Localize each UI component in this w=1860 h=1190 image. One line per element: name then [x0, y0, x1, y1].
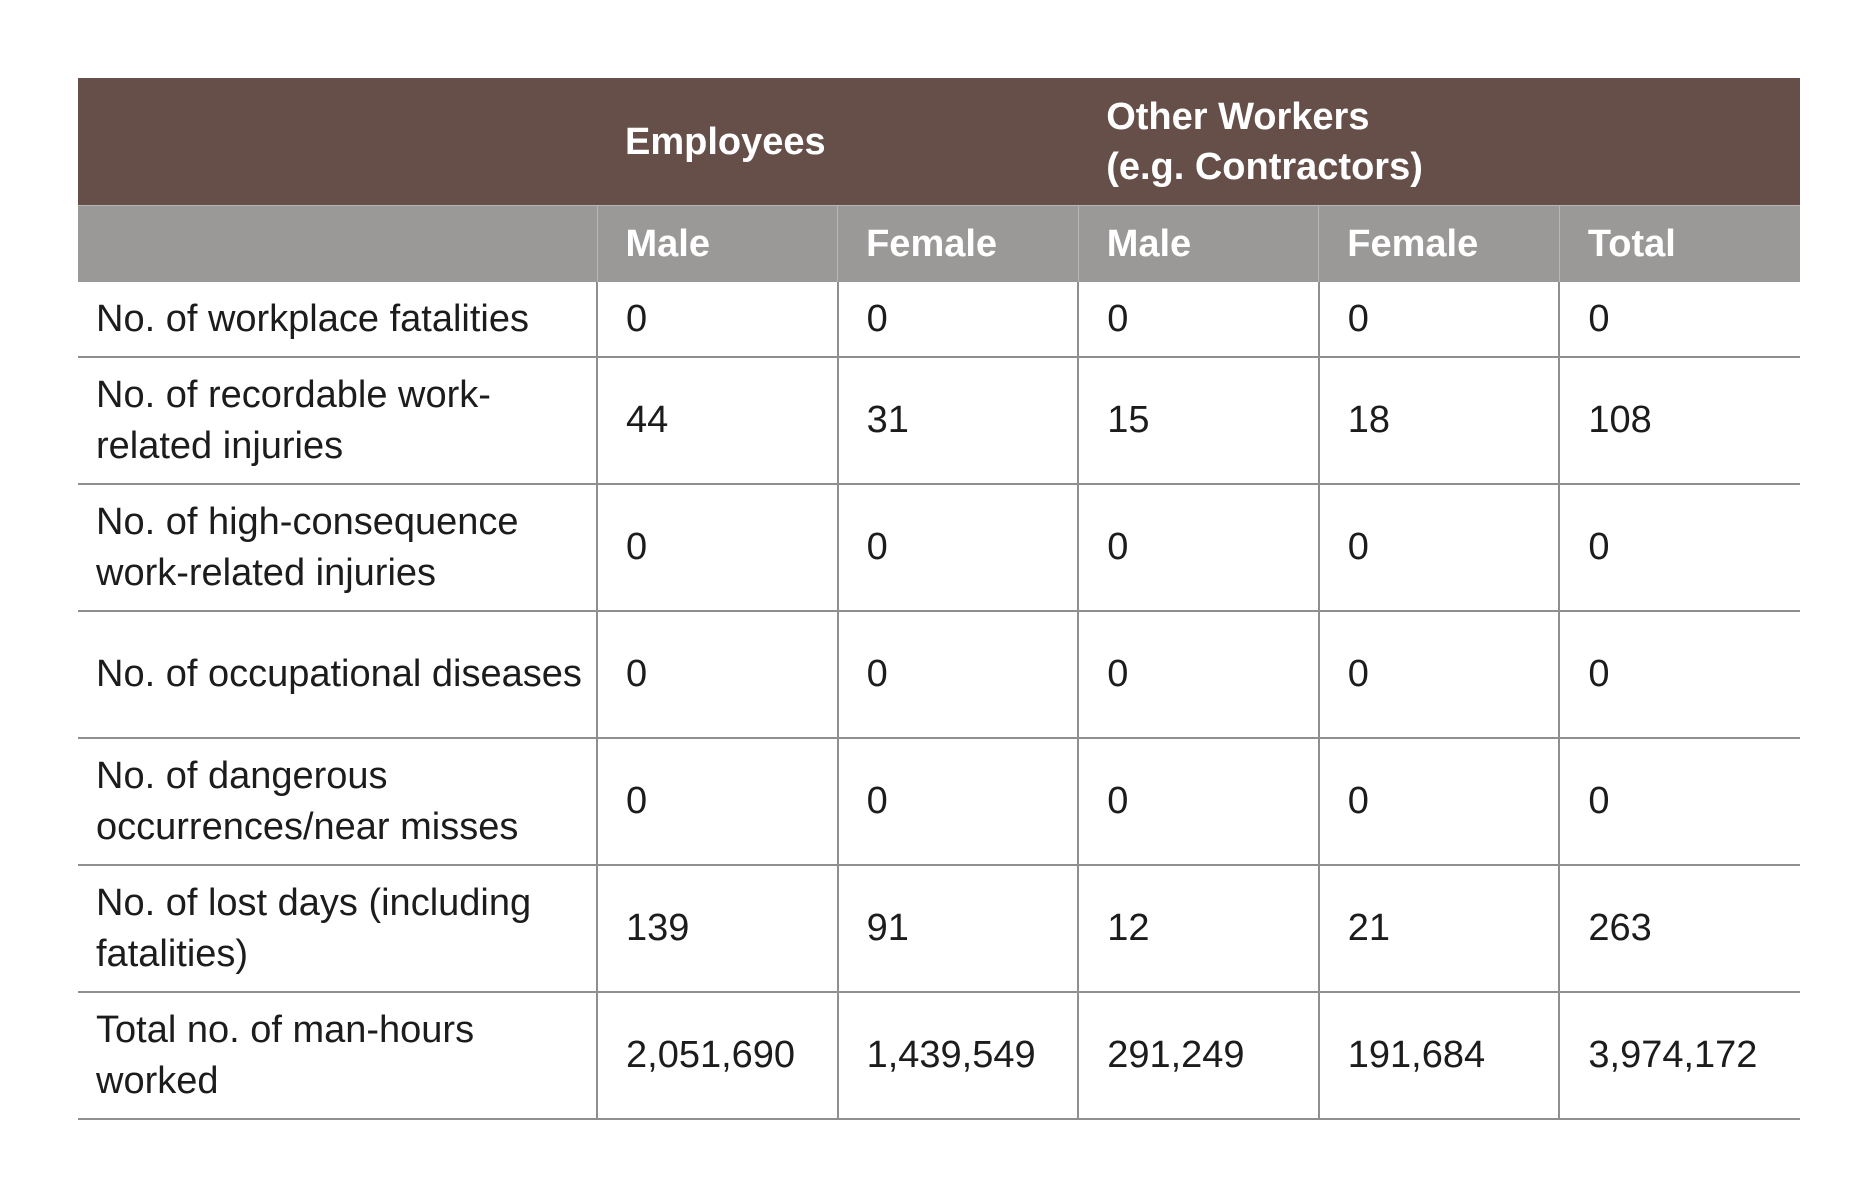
cell-employees-male: 0 — [597, 611, 838, 738]
cell-employees-female: 0 — [838, 282, 1079, 357]
cell-others-female: 0 — [1319, 282, 1560, 357]
cell-total: 0 — [1559, 282, 1800, 357]
cell-employees-male: 0 — [597, 282, 838, 357]
table-row — [78, 738, 1800, 865]
cell-employees-female: 31 — [838, 357, 1079, 484]
cell-employees-female: 0 — [838, 484, 1079, 611]
row-label: No. of recordable work-related injuries — [78, 357, 597, 484]
cell-total: 263 — [1559, 865, 1800, 992]
cell-total: 3,974,172 — [1559, 992, 1800, 1119]
cell-others-male: 0 — [1078, 282, 1319, 357]
table-row — [78, 865, 1800, 992]
group-header-row — [78, 78, 1800, 206]
row-label: No. of workplace fatalities — [78, 282, 597, 357]
row-label: No. of dangerous occurrences/near misses — [78, 738, 597, 865]
cell-others-female: 0 — [1319, 738, 1560, 865]
cell-total: 108 — [1559, 357, 1800, 484]
employees-label: Employees — [625, 120, 826, 163]
other-workers-sublabel: (e.g. Contractors) — [1106, 145, 1423, 188]
sub-header-others-male: Male — [1078, 206, 1319, 283]
table-row — [78, 282, 1800, 357]
cell-others-male: 12 — [1078, 865, 1319, 992]
cell-others-female: 0 — [1319, 484, 1560, 611]
sub-header-total: Total — [1559, 206, 1800, 283]
table-row — [78, 611, 1800, 738]
cell-others-male: 0 — [1078, 611, 1319, 738]
cell-employees-female: 91 — [838, 865, 1079, 992]
cell-employees-male: 139 — [597, 865, 838, 992]
cell-employees-male: 0 — [597, 738, 838, 865]
sub-header-employees-male: Male — [597, 206, 838, 283]
cell-employees-female: 0 — [838, 738, 1079, 865]
row-label: No. of lost days (including fatalities) — [78, 865, 597, 992]
group-header-employees — [597, 78, 1078, 206]
row-label: No. of high-consequence work-related injuries — [78, 484, 597, 611]
cell-employees-male: 2,051,690 — [597, 992, 838, 1119]
cell-employees-female: 1,439,549 — [838, 992, 1079, 1119]
safety-data-table — [78, 78, 1800, 1120]
sub-header-employees-female: Female — [838, 206, 1079, 283]
group-header-other-workers — [1078, 78, 1800, 206]
cell-others-female: 18 — [1319, 357, 1560, 484]
cell-others-male: 0 — [1078, 484, 1319, 611]
cell-others-male: 15 — [1078, 357, 1319, 484]
other-workers-label: Other Workers — [1106, 95, 1370, 138]
sub-header-empty — [78, 206, 597, 283]
safety-data-table-container — [78, 78, 1800, 1120]
row-label: Total no. of man-hours worked — [78, 992, 597, 1119]
cell-employees-female: 0 — [838, 611, 1079, 738]
table-row — [78, 992, 1800, 1119]
cell-employees-male: 44 — [597, 357, 838, 484]
sub-header-others-female: Female — [1319, 206, 1560, 283]
sub-header-row — [78, 206, 1800, 283]
cell-total: 0 — [1559, 484, 1800, 611]
row-label: No. of occupational diseases — [78, 611, 597, 738]
group-header-empty — [78, 78, 597, 206]
cell-others-male: 291,249 — [1078, 992, 1319, 1119]
cell-others-male: 0 — [1078, 738, 1319, 865]
cell-others-female: 0 — [1319, 611, 1560, 738]
table-row — [78, 484, 1800, 611]
cell-others-female: 21 — [1319, 865, 1560, 992]
cell-others-female: 191,684 — [1319, 992, 1560, 1119]
table-row — [78, 357, 1800, 484]
cell-total: 0 — [1559, 611, 1800, 738]
cell-total: 0 — [1559, 738, 1800, 865]
cell-employees-male: 0 — [597, 484, 838, 611]
